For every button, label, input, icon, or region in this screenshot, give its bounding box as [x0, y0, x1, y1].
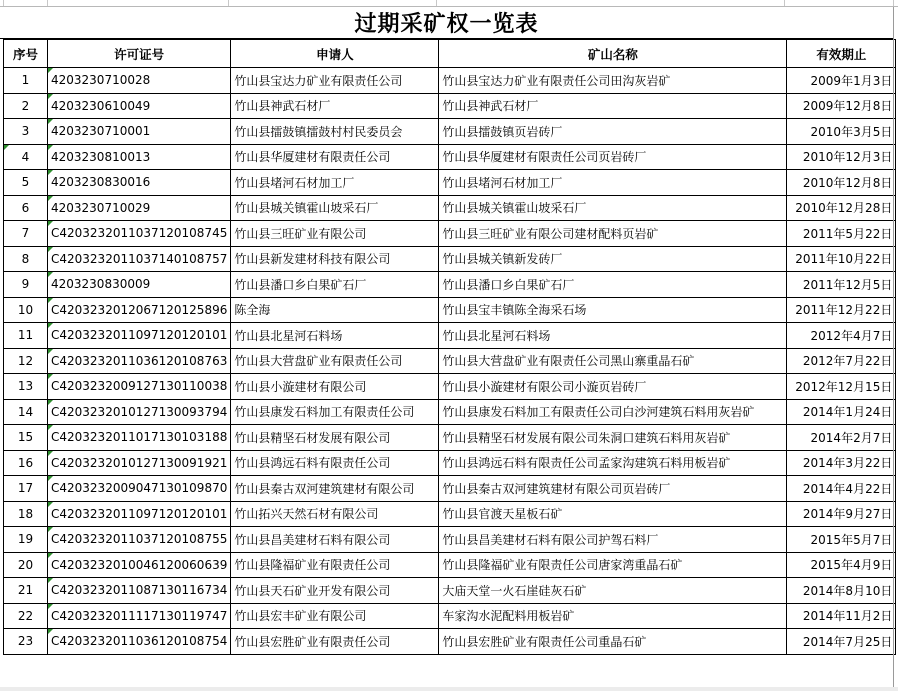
expiry-date-cell[interactable]: 2009年12月8日: [787, 93, 896, 119]
row-number-cell[interactable]: 4: [4, 144, 48, 170]
cell-indicator-icon: [48, 221, 53, 226]
cell-indicator-icon: [4, 145, 9, 150]
applicant-cell[interactable]: 竹山县鸿远石料有限责任公司: [231, 450, 439, 476]
expiry-date-cell[interactable]: 2014年8月10日: [787, 578, 896, 604]
cell-indicator-icon: [48, 247, 53, 252]
table-row: [4, 348, 896, 374]
previous-row-strip: [0, 0, 898, 7]
expiry-date-cell[interactable]: 2012年7月22日: [787, 348, 896, 374]
mine-name-cell[interactable]: 竹山县擂鼓镇页岩砖厂: [439, 119, 787, 145]
table-row: [4, 323, 896, 349]
applicant-cell[interactable]: 竹山县北星河石料场: [231, 323, 439, 349]
table-row: [4, 629, 896, 655]
row-number-cell[interactable]: 3: [4, 119, 48, 145]
mine-name-cell[interactable]: 竹山县隆福矿业有限责任公司唐家湾重晶石矿: [439, 552, 787, 578]
table-row: [4, 603, 896, 629]
mine-name-cell[interactable]: 竹山县神武石材厂: [439, 93, 787, 119]
page-title: 过期采矿权一览表: [354, 11, 539, 37]
applicant-cell[interactable]: 竹山县城关镇霍山坡采石厂: [231, 195, 439, 221]
row-number-cell[interactable]: 7: [4, 221, 48, 247]
table-row: [4, 476, 896, 502]
table-row: [4, 552, 896, 578]
cell-indicator-icon: [48, 629, 53, 634]
cell-indicator-icon: [48, 196, 53, 201]
cell-indicator-icon: [48, 604, 53, 609]
cell-indicator-icon: [48, 298, 53, 303]
cell-indicator-icon: [48, 400, 53, 405]
row-number-cell[interactable]: 16: [4, 450, 48, 476]
cell-indicator-icon: [48, 323, 53, 328]
cell-indicator-icon: [48, 349, 53, 354]
applicant-cell[interactable]: 竹山县小漩建材有限公司: [231, 374, 439, 400]
permit-number-cell[interactable]: 4203230610049: [48, 93, 231, 119]
table-row: [4, 578, 896, 604]
mine-name-cell[interactable]: 竹山县城关镇霍山坡采石厂: [439, 195, 787, 221]
applicant-cell[interactable]: 竹山县宏胜矿业有限责任公司: [231, 629, 439, 655]
table-row: [4, 374, 896, 400]
row-number-cell[interactable]: 18: [4, 501, 48, 527]
permit-number-cell[interactable]: C4203232010127130091921: [48, 450, 231, 476]
table-row: [4, 272, 896, 298]
table-row: [4, 501, 896, 527]
row-number-cell[interactable]: 15: [4, 425, 48, 451]
cell-indicator-icon: [48, 145, 53, 150]
table-row: [4, 93, 896, 119]
expiry-date-cell[interactable]: 2014年7月25日: [787, 629, 896, 655]
permit-number-cell[interactable]: C4203232011017130103188: [48, 425, 231, 451]
row-number-cell[interactable]: 5: [4, 170, 48, 196]
mine-name-cell[interactable]: 大庙天堂一火石崖硅灰石矿: [439, 578, 787, 604]
row-number-cell[interactable]: 12: [4, 348, 48, 374]
permit-number-cell[interactable]: 4203230830009: [48, 272, 231, 298]
sheet-bottom-strip: [0, 687, 898, 691]
row-number-cell[interactable]: 14: [4, 399, 48, 425]
applicant-cell[interactable]: 竹山县昌美建材石料有限公司: [231, 527, 439, 553]
permit-number-cell[interactable]: 4203230830016: [48, 170, 231, 196]
permit-number-cell[interactable]: C4203232012067120125896: [48, 297, 231, 323]
cell-indicator-icon: [48, 476, 53, 481]
expiry-date-cell[interactable]: 2012年12月15日: [787, 374, 896, 400]
table-row: [4, 195, 896, 221]
applicant-cell[interactable]: 陈全海: [231, 297, 439, 323]
mine-name-cell[interactable]: 竹山县宝达力矿业有限责任公司田沟灰岩矿: [439, 68, 787, 94]
row-number-cell[interactable]: 13: [4, 374, 48, 400]
mine-name-cell[interactable]: 竹山县官渡天星板石矿: [439, 501, 787, 527]
mine-name-cell[interactable]: 竹山县大营盘矿业有限责任公司黑山寨重晶石矿: [439, 348, 787, 374]
table-row: [4, 297, 896, 323]
expiry-date-cell[interactable]: 2011年5月22日: [787, 221, 896, 247]
header-mine[interactable]: 矿山名称: [439, 40, 787, 68]
expiry-date-cell[interactable]: 2014年2月7日: [787, 425, 896, 451]
applicant-cell[interactable]: 竹山县宏丰矿业有限公司: [231, 603, 439, 629]
expiry-date-cell[interactable]: 2014年11月2日: [787, 603, 896, 629]
table-row: [4, 170, 896, 196]
permit-number-cell[interactable]: 4203230710029: [48, 195, 231, 221]
cell-indicator-icon: [48, 578, 53, 583]
mine-name-cell[interactable]: 竹山县昌美建材石料有限公司护驾石料厂: [439, 527, 787, 553]
applicant-cell[interactable]: 竹山县大营盘矿业有限责任公司: [231, 348, 439, 374]
row-number-cell[interactable]: 19: [4, 527, 48, 553]
applicant-cell[interactable]: 竹山县精坚石材发展有限公司: [231, 425, 439, 451]
permit-number-cell[interactable]: C4203232011036120108754: [48, 629, 231, 655]
mine-name-cell[interactable]: 竹山县宏胜矿业有限责任公司重晶石矿: [439, 629, 787, 655]
title-cell[interactable]: [0, 7, 893, 39]
expiry-date-cell[interactable]: 2010年12月3日: [787, 144, 896, 170]
applicant-cell[interactable]: 竹山拓兴天然石材有限公司: [231, 501, 439, 527]
table-row: [4, 68, 896, 94]
permit-number-cell[interactable]: C4203232010127130093794: [48, 399, 231, 425]
expiry-date-cell[interactable]: 2011年12月5日: [787, 272, 896, 298]
table-row: [4, 119, 896, 145]
expiry-date-cell[interactable]: 2010年12月28日: [787, 195, 896, 221]
header-applicant[interactable]: 申请人: [231, 40, 439, 68]
data-table: [3, 39, 896, 655]
expiry-date-cell[interactable]: 2011年10月22日: [787, 246, 896, 272]
permit-number-cell[interactable]: C4203232011037120108745: [48, 221, 231, 247]
expiry-date-cell[interactable]: 2015年5月7日: [787, 527, 896, 553]
permit-number-cell[interactable]: C4203232011037140108757: [48, 246, 231, 272]
header-expiry[interactable]: 有效期止: [787, 40, 896, 68]
applicant-cell[interactable]: 竹山县宝达力矿业有限责任公司: [231, 68, 439, 94]
mine-name-cell[interactable]: 竹山县秦古双河建筑建材有限公司页岩砖厂: [439, 476, 787, 502]
applicant-cell[interactable]: 竹山县康发石料加工有限责任公司: [231, 399, 439, 425]
applicant-cell[interactable]: 竹山县隆福矿业有限责任公司: [231, 552, 439, 578]
permit-number-cell[interactable]: 4203230710001: [48, 119, 231, 145]
applicant-cell[interactable]: 竹山县三旺矿业有限公司: [231, 221, 439, 247]
permit-number-cell[interactable]: C4203232009127130110038: [48, 374, 231, 400]
expiry-date-cell[interactable]: 2014年4月22日: [787, 476, 896, 502]
applicant-cell[interactable]: 竹山县天石矿业开发有限公司: [231, 578, 439, 604]
mine-name-cell[interactable]: 竹山县北星河石料场: [439, 323, 787, 349]
row-number-cell[interactable]: 8: [4, 246, 48, 272]
mine-name-cell[interactable]: 竹山县小漩建材有限公司小漩页岩砖厂: [439, 374, 787, 400]
mine-name-cell[interactable]: 竹山县堵河石材加工厂: [439, 170, 787, 196]
row-number-cell[interactable]: 9: [4, 272, 48, 298]
expiry-date-cell[interactable]: 2010年12月8日: [787, 170, 896, 196]
sheet-right-edge: [893, 7, 894, 687]
cell-indicator-icon: [48, 119, 53, 124]
permit-number-cell[interactable]: C4203232011036120108763: [48, 348, 231, 374]
expiry-date-cell[interactable]: 2011年12月22日: [787, 297, 896, 323]
cell-indicator-icon: [48, 425, 53, 430]
table-row: [4, 399, 896, 425]
cell-indicator-icon: [48, 68, 53, 73]
expiry-date-cell[interactable]: 2010年3月5日: [787, 119, 896, 145]
row-number-cell[interactable]: 11: [4, 323, 48, 349]
expiry-date-cell[interactable]: 2014年1月24日: [787, 399, 896, 425]
applicant-cell[interactable]: 竹山县华厦建材有限责任公司: [231, 144, 439, 170]
applicant-cell[interactable]: 竹山县潘口乡白果矿石厂: [231, 272, 439, 298]
row-number-cell[interactable]: 10: [4, 297, 48, 323]
row-number-cell[interactable]: 2: [4, 93, 48, 119]
permit-number-cell[interactable]: 4203230710028: [48, 68, 231, 94]
header-permit[interactable]: 许可证号: [48, 40, 231, 68]
row-number-cell[interactable]: 6: [4, 195, 48, 221]
cell-indicator-icon: [48, 553, 53, 558]
mine-name-cell[interactable]: 车家沟水泥配料用板岩矿: [439, 603, 787, 629]
table-row: [4, 221, 896, 247]
row-number-cell[interactable]: 21: [4, 578, 48, 604]
applicant-cell[interactable]: 竹山县擂鼓镇擂鼓村村民委员会: [231, 119, 439, 145]
row-number-cell[interactable]: 20: [4, 552, 48, 578]
table-row: [4, 527, 896, 553]
permit-number-cell[interactable]: C4203232011097120120101: [48, 323, 231, 349]
mine-name-cell[interactable]: 竹山县华厦建材有限责任公司页岩砖厂: [439, 144, 787, 170]
table-row: [4, 450, 896, 476]
mine-name-cell[interactable]: 竹山县三旺矿业有限公司建材配料页岩矿: [439, 221, 787, 247]
table-row: [4, 144, 896, 170]
expiry-date-cell[interactable]: 2014年3月22日: [787, 450, 896, 476]
row-number-cell[interactable]: 22: [4, 603, 48, 629]
cell-indicator-icon: [48, 527, 53, 532]
cell-indicator-icon: [48, 94, 53, 99]
permit-number-cell[interactable]: C4203232011117130119747: [48, 603, 231, 629]
header-row: [4, 40, 896, 68]
expiry-date-cell[interactable]: 2014年9月27日: [787, 501, 896, 527]
cell-indicator-icon: [48, 451, 53, 456]
mine-name-cell[interactable]: 竹山县潘口乡白果矿石厂: [439, 272, 787, 298]
applicant-cell[interactable]: 竹山县神武石材厂: [231, 93, 439, 119]
permit-number-cell[interactable]: C4203232009047130109870: [48, 476, 231, 502]
mine-name-cell[interactable]: 竹山县城关镇新发砖厂: [439, 246, 787, 272]
row-number-cell[interactable]: 1: [4, 68, 48, 94]
mine-name-cell[interactable]: 竹山县宝丰镇陈全海采石场: [439, 297, 787, 323]
permit-number-cell[interactable]: C4203232010046120060639: [48, 552, 231, 578]
permit-number-cell[interactable]: 4203230810013: [48, 144, 231, 170]
mine-name-cell[interactable]: 竹山县康发石料加工有限责任公司白沙河建筑石料用灰岩矿: [439, 399, 787, 425]
cell-indicator-icon: [48, 272, 53, 277]
applicant-cell[interactable]: 竹山县新发建材科技有限公司: [231, 246, 439, 272]
expiry-date-cell[interactable]: 2015年4月9日: [787, 552, 896, 578]
table-row: [4, 425, 896, 451]
expiry-date-cell[interactable]: 2012年4月7日: [787, 323, 896, 349]
permit-number-cell[interactable]: C4203232011097120120101: [48, 501, 231, 527]
cell-indicator-icon: [48, 170, 53, 175]
applicant-cell[interactable]: 竹山县堵河石材加工厂: [231, 170, 439, 196]
expiry-date-cell[interactable]: 2009年1月3日: [787, 68, 896, 94]
row-number-cell[interactable]: 17: [4, 476, 48, 502]
mine-name-cell[interactable]: 竹山县鸿远石料有限责任公司孟家沟建筑石料用板岩矿: [439, 450, 787, 476]
mine-name-cell[interactable]: 竹山县精坚石材发展有限公司朱洞口建筑石料用灰岩矿: [439, 425, 787, 451]
applicant-cell[interactable]: 竹山县秦古双河建筑建材有限公司: [231, 476, 439, 502]
table-row: [4, 246, 896, 272]
cell-indicator-icon: [48, 374, 53, 379]
cell-indicator-icon: [48, 502, 53, 507]
row-number-cell[interactable]: 23: [4, 629, 48, 655]
permit-number-cell[interactable]: C4203232011037120108755: [48, 527, 231, 553]
permit-number-cell[interactable]: C4203232011087130116734: [48, 578, 231, 604]
header-no[interactable]: 序号: [4, 40, 48, 68]
